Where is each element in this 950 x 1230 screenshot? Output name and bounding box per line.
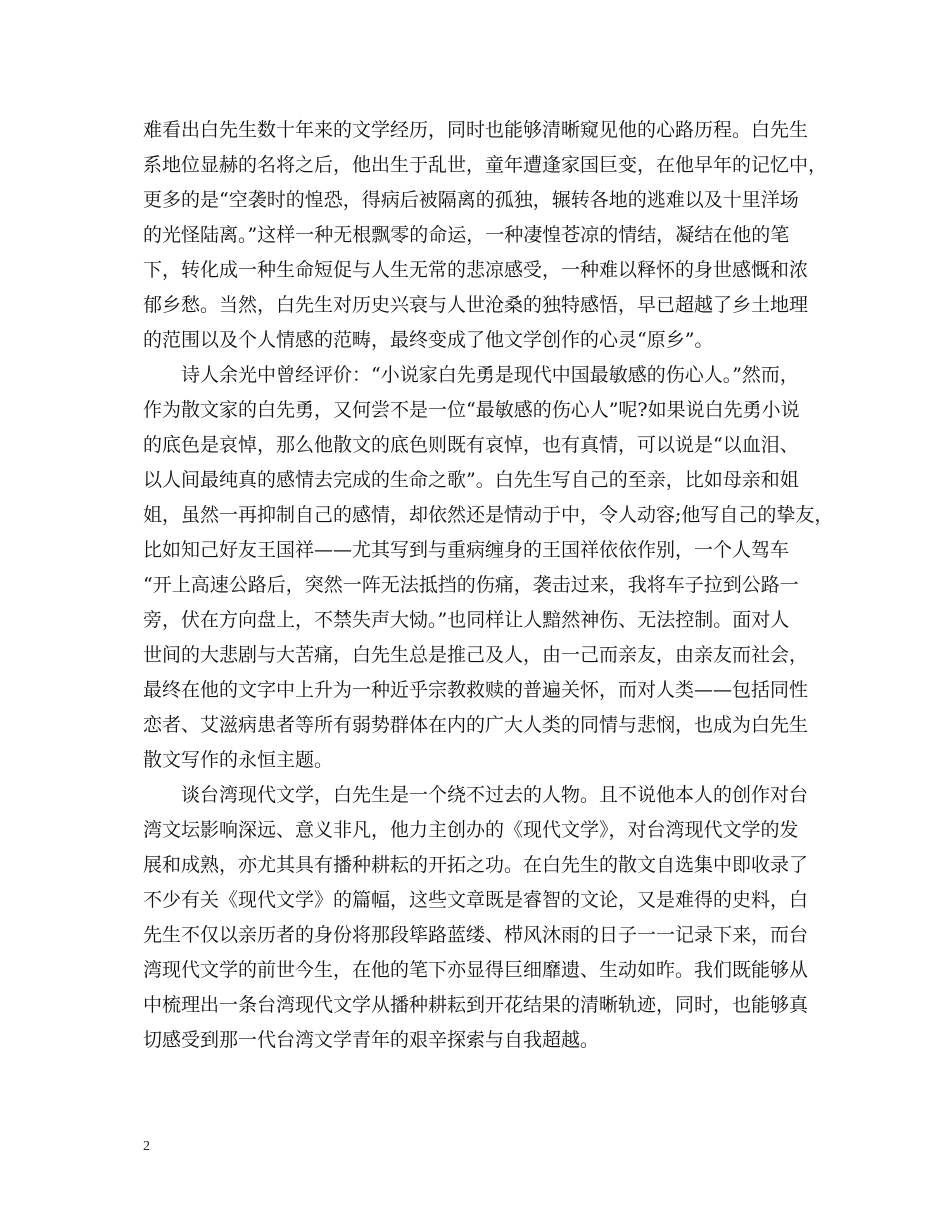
text-line: 散文写作的永恒主题。 (143, 749, 334, 771)
text-line: 下，转化成一种生命短促与人生无常的悲凉感受，一种难以释怀的身世感慨和浓 (143, 259, 809, 281)
text-line: 的光怪陆离。”这样一种无根飘零的命运，一种凄惶苍凉的情结，凝结在他的笔 (143, 224, 790, 246)
text-line: 系地位显赫的名将之后，他出生于乱世，童年遭逢家国巨变，在他早年的记忆中， (143, 154, 828, 176)
text-line: 谈台湾现代文学，白先生是一个绕不过去的人物。且不说他本人的创作对台 (181, 784, 809, 806)
text-line: 郁乡愁。当然，白先生对历史兴衰与人世沧桑的独特感悟，早已超越了乡土地理 (143, 294, 809, 316)
text-line: 的底色是哀悼，那么他散文的底色则既有哀悼，也有真情，可以说是“以血泪、 (143, 434, 799, 456)
text-line: 的范围以及个人情感的范畴，最终变成了他文学创作的心灵“原乡”。 (143, 329, 714, 351)
text-line: 以人间最纯真的感情去完成的生命之歌”。白先生写自己的至亲，比如母亲和姐 (143, 469, 799, 491)
text-line: 不少有关《现代文学》的篇幅，这些文章既是睿智的文论，又是难得的史料，白 (143, 889, 809, 911)
text-line: 世间的大悲剧与大苦痛，白先生总是推己及人，由一己而亲友，由亲友而社会， (143, 644, 809, 666)
text-line: 中梳理出一条台湾现代文学从播种耕耘到开花结果的清晰轨迹，同时，也能够真 (143, 994, 809, 1016)
text-line: “开上高速公路后，突然一阵无法抵挡的伤痛，袭击过来，我将车子拉到公路一 (143, 574, 799, 596)
text-line: 切感受到那一代台湾文学青年的艰辛探索与自我超越。 (143, 1029, 600, 1051)
page-number: 2 (143, 1139, 150, 1154)
text-line: 恋者、艾滋病患者等所有弱势群体在内的广大人类的同情与悲悯，也成为白先生 (143, 714, 809, 736)
text-line: 更多的是“空袭时的惶恐，得病后被隔离的孤独，辗转各地的逃难以及十里洋场 (143, 189, 799, 211)
text-line: 比如知己好友王国祥——尤其写到与重病缠身的王国祥依依作别，一个人驾车 (143, 539, 790, 561)
text-line: 先生不仅以亲历者的身份将那段筚路蓝缕、栉风沐雨的日子一一记录下来，而台 (143, 924, 809, 946)
text-line: 湾现代文学的前世今生，在他的笔下亦显得巨细靡遗、生动如昨。我们既能够从 (143, 959, 809, 981)
text-line: 旁，伏在方向盘上，不禁失声大恸。”也同样让人黯然神伤、无法控制。面对人 (143, 609, 790, 631)
text-line: 诗人余光中曾经评价：“小说家白先勇是现代中国最敏感的伤心人。”然而， (181, 364, 799, 386)
text-line: 作为散文家的白先勇，又何尝不是一位“最敏感的伤心人”呢?如果说白先勇小说 (143, 399, 800, 421)
text-line: 展和成熟，亦尤其具有播种耕耘的开拓之功。在白先生的散文自选集中即收录了 (143, 854, 809, 876)
text-line: 姐，虽然一再抑制自己的感情，却依然还是情动于中，令人动容;他写自己的挚友， (143, 504, 834, 526)
text-line: 最终在他的文字中上升为一种近乎宗教救赎的普遍关怀，而对人类——包括同性 (143, 679, 809, 701)
text-line: 湾文坛影响深远、意义非凡，他力主创办的《现代文学》，对台湾现代文学的发 (143, 819, 799, 841)
text-line: 难看出白先生数十年来的文学经历，同时也能够清晰窥见他的心路历程。白先生 (143, 119, 809, 141)
